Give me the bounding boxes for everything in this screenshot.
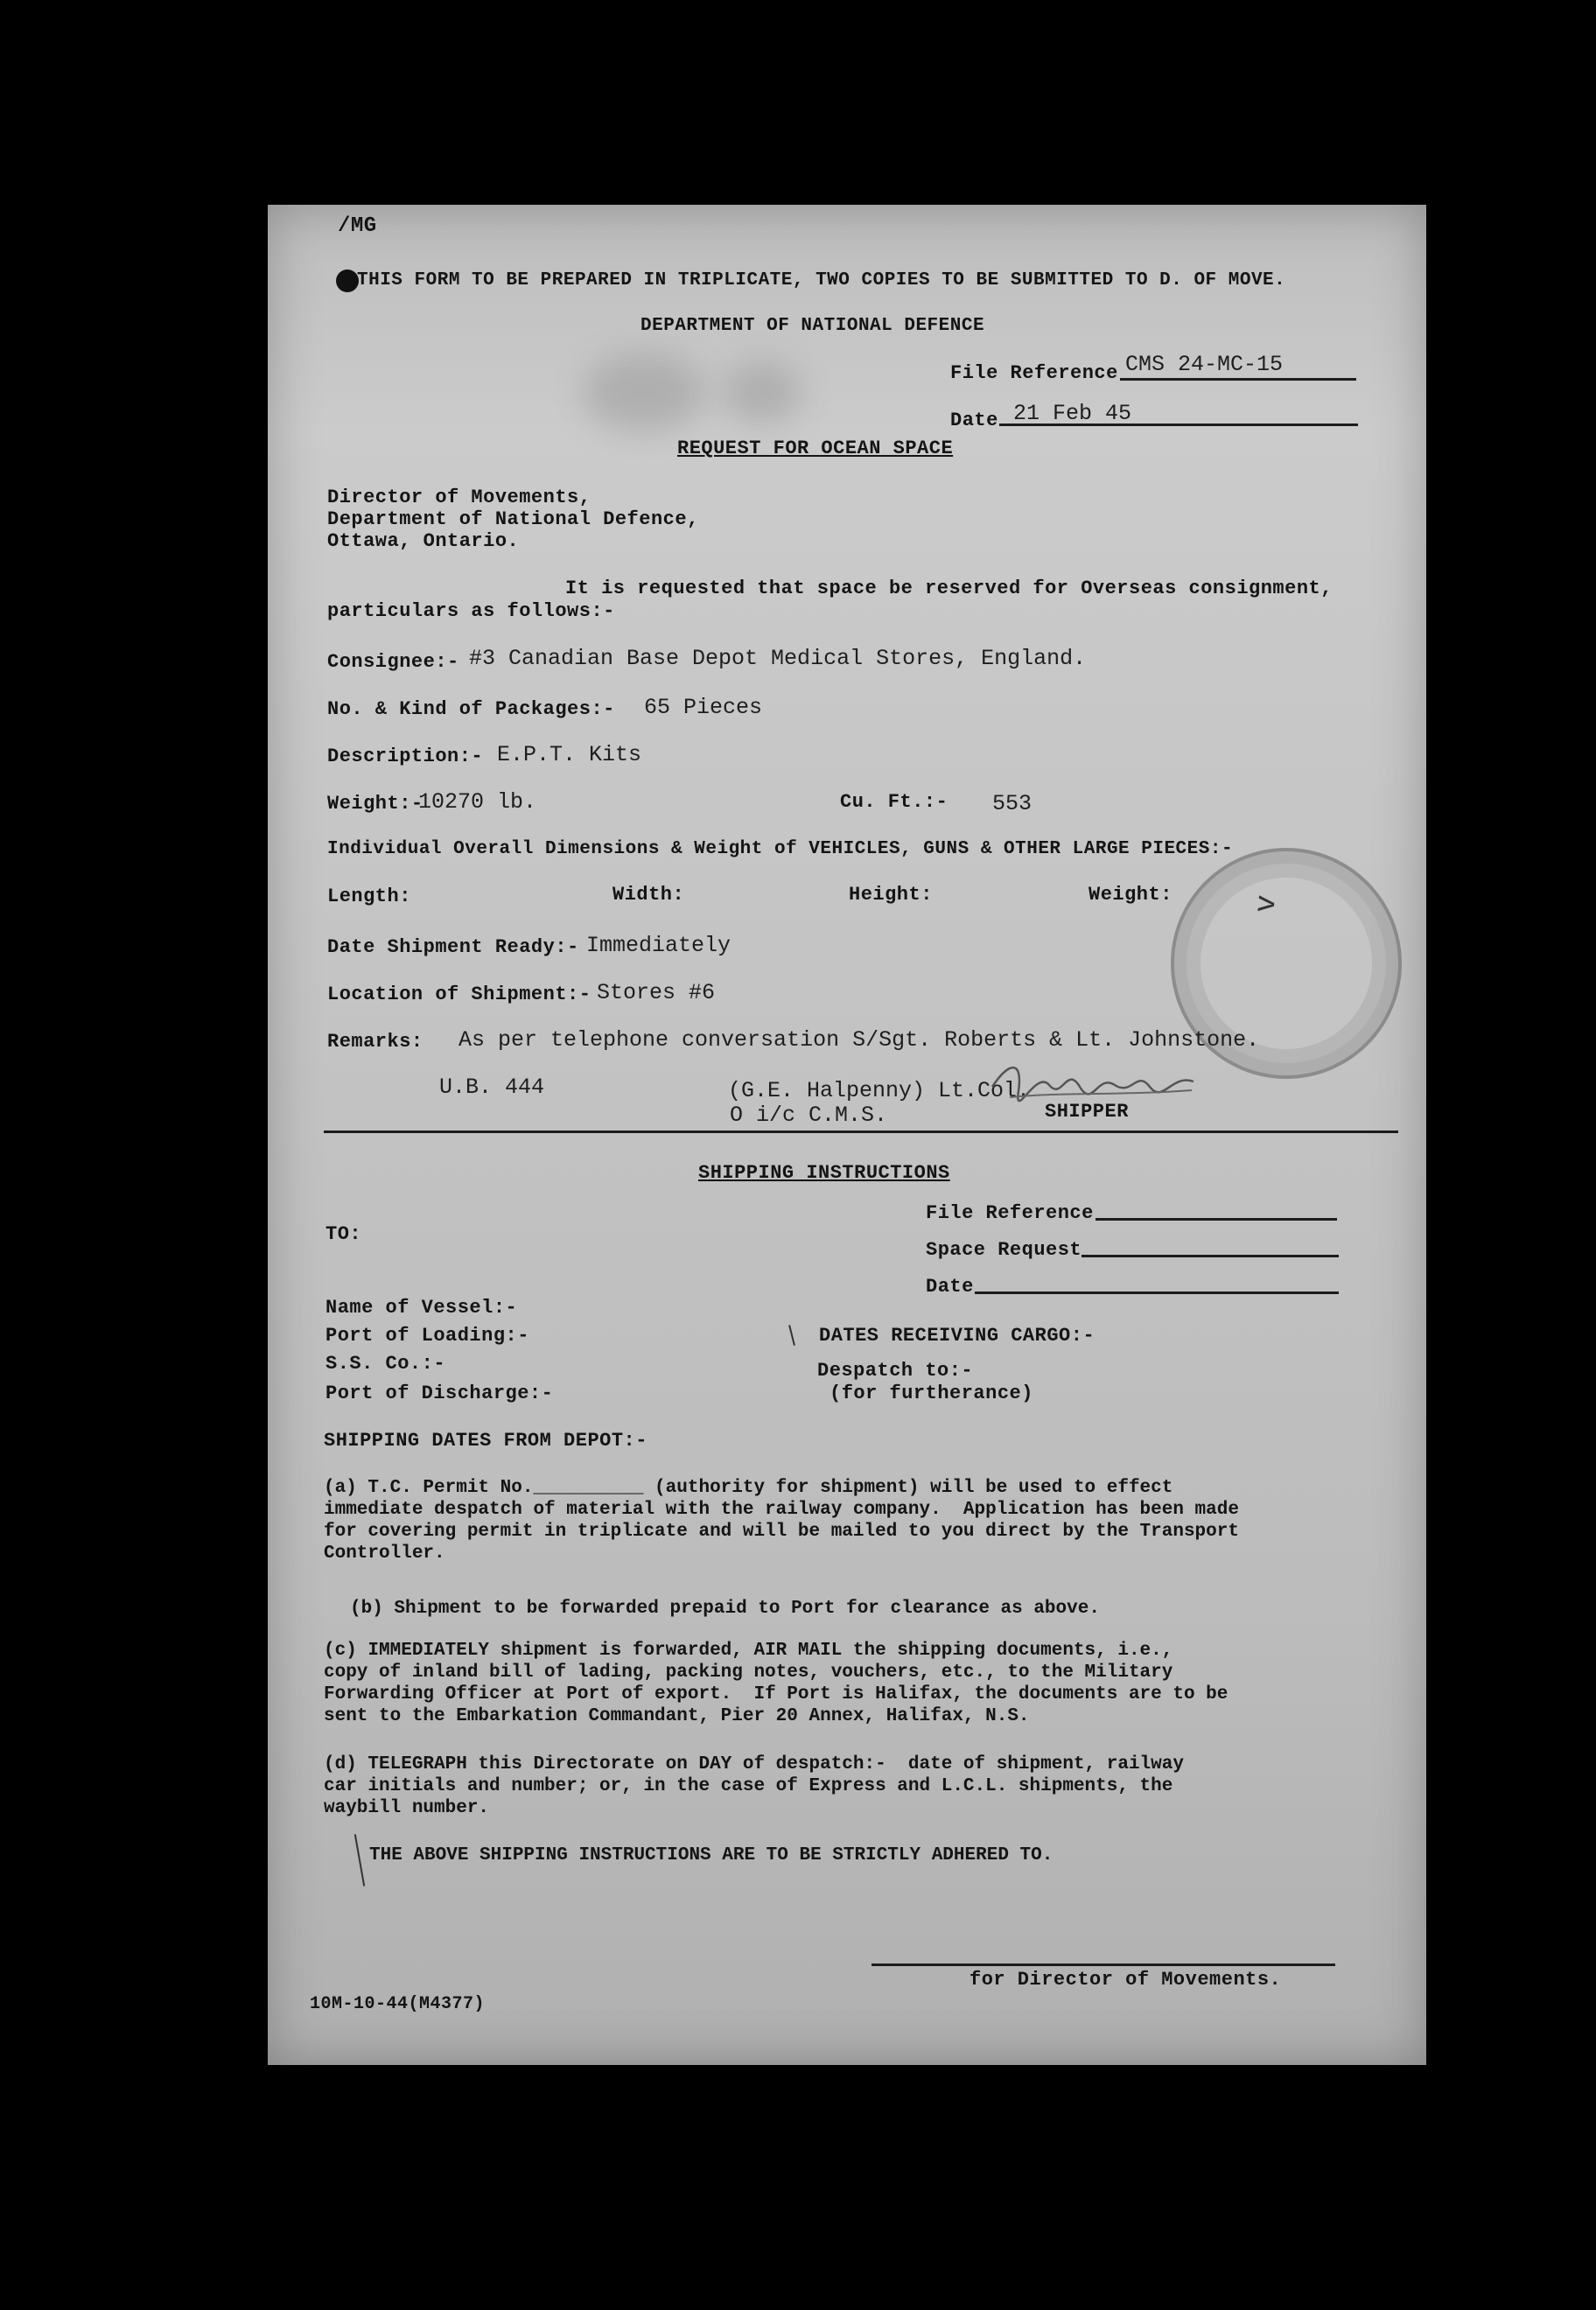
weight2-label: Weight: bbox=[1088, 884, 1172, 906]
form-title: REQUEST FOR OCEAN SPACE bbox=[677, 438, 954, 459]
file-reference-line bbox=[1120, 378, 1356, 381]
instruction-final: THE ABOVE SHIPPING INSTRUCTIONS ARE TO BE STRICTLY ADHERED TO. bbox=[369, 1845, 1054, 1866]
file-reference-label: File Reference bbox=[950, 362, 1118, 384]
vessel-label: Name of Vessel:- bbox=[326, 1297, 518, 1319]
form-number: 10M-10-44(M4377) bbox=[310, 1994, 486, 2014]
to-label: TO: bbox=[326, 1223, 362, 1245]
form-notice: THIS FORM TO BE PREPARED IN TRIPLICATE, TWO COPIES TO BE SUBMITTED TO D. OF MOVE. bbox=[357, 270, 1286, 290]
department-heading: DEPARTMENT OF NATIONAL DEFENCE bbox=[640, 316, 985, 336]
despatch-label: Despatch to:- bbox=[817, 1360, 974, 1382]
ship-date-line bbox=[975, 1292, 1339, 1294]
weight-label: Weight:- bbox=[327, 793, 424, 815]
remarks-label: Remarks: bbox=[327, 1031, 424, 1053]
handwritten-signature bbox=[984, 1052, 1202, 1113]
length-label: Length: bbox=[327, 886, 411, 907]
intro-line-2: particulars as follows:- bbox=[327, 600, 615, 622]
date-value: 21 Feb 45 bbox=[1013, 401, 1132, 426]
packages-label: No. & Kind of Packages:- bbox=[327, 698, 615, 720]
signature-line bbox=[872, 1964, 1335, 1966]
space-request-line bbox=[1082, 1255, 1339, 1257]
ink-smudge bbox=[583, 354, 705, 432]
shipping-title: SHIPPING INSTRUCTIONS bbox=[698, 1162, 950, 1184]
ship-file-reference-label: File Reference bbox=[926, 1202, 1094, 1224]
dimensions-label: Individual Overall Dimensions & Weight of VEHICLES, GUNS & OTHER LARGE PIECES:- bbox=[327, 839, 1234, 859]
loading-label: Port of Loading:- bbox=[326, 1325, 529, 1347]
instruction-a: (a) T.C. Permit No.__________ (authority for shipment) will be used to effect immediate despatch of material with the railway company. Application has been made for covering permit in triplicate and will be mailed to you direct by the Transport Controller. bbox=[324, 1478, 1239, 1564]
pencil-bracket bbox=[788, 1325, 795, 1346]
signatory-name: (G.E. Halpenny) Lt.Col. bbox=[728, 1078, 1031, 1103]
ready-label: Date Shipment Ready:- bbox=[327, 936, 579, 958]
date-label: Date bbox=[950, 410, 998, 431]
for-director-label: for Director of Movements. bbox=[970, 1969, 1282, 1991]
instruction-d: (d) TELEGRAPH this Directorate on DAY of despatch:- date of shipment, railway car initials and number; or, in the case of Express and L.C.L. shipments, the waybill number. bbox=[324, 1754, 1184, 1818]
signatory-title: O i/c C.M.S. bbox=[730, 1102, 888, 1128]
section-divider bbox=[324, 1130, 1398, 1133]
pencil-mark: ʌ bbox=[1248, 893, 1284, 914]
location-value: Stores #6 bbox=[597, 980, 716, 1005]
depot-dates-label: SHIPPING DATES FROM DEPOT:- bbox=[324, 1430, 648, 1452]
instruction-b: (b) Shipment to be forwarded prepaid to Port for clearance as above. bbox=[350, 1599, 1100, 1619]
weight-value: 10270 lb. bbox=[418, 789, 537, 815]
ssco-label: S.S. Co.:- bbox=[326, 1353, 446, 1375]
ship-file-reference-line bbox=[1096, 1218, 1337, 1221]
description-value: E.P.T. Kits bbox=[497, 742, 642, 767]
pencil-bracket bbox=[354, 1834, 365, 1886]
form-code: /MG bbox=[338, 214, 377, 238]
location-label: Location of Shipment:- bbox=[327, 984, 592, 1005]
ready-value: Immediately bbox=[586, 933, 732, 958]
intro-line-1: It is requested that space be reserved for Overseas consignment, bbox=[565, 578, 1333, 599]
addressee-line-1: Director of Movements, bbox=[327, 486, 592, 508]
cuft-value: 553 bbox=[992, 791, 1032, 816]
cuft-label: Cu. Ft.:- bbox=[840, 791, 948, 813]
addressee-line-3: Ottawa, Ontario. bbox=[327, 530, 520, 552]
width-label: Width: bbox=[612, 884, 685, 906]
consignee-value: #3 Canadian Base Depot Medical Stores, England. bbox=[469, 646, 1087, 671]
document-page bbox=[268, 205, 1426, 2065]
description-label: Description:- bbox=[327, 746, 484, 767]
height-label: Height: bbox=[849, 884, 933, 906]
shipper-label: SHIPPER bbox=[1045, 1101, 1129, 1123]
consignee-label: Consignee:- bbox=[327, 651, 459, 673]
addressee-line-2: Department of National Defence, bbox=[327, 508, 699, 530]
ub-number: U.B. 444 bbox=[439, 1074, 545, 1100]
remarks-value: As per telephone conversation S/Sgt. Roberts & Lt. Johnstone. bbox=[458, 1027, 1260, 1053]
discharge-label: Port of Discharge:- bbox=[326, 1382, 554, 1404]
dates-cargo-label: DATES RECEIVING CARGO:- bbox=[819, 1325, 1096, 1347]
space-request-label: Space Request bbox=[926, 1239, 1082, 1261]
furtherance-label: (for furtherance) bbox=[830, 1382, 1033, 1404]
instruction-c: (c) IMMEDIATELY shipment is forwarded, AIR MAIL the shipping documents, i.e., copy of inland bill of lading, packing notes, vouchers, etc., to the Military Forwarding Officer at Port of export. If Port is Halifax, the documents are to be sent to the Embarkation Commandant, Pier 20 Annex, Halifax, N.S. bbox=[324, 1641, 1228, 1726]
ink-smudge bbox=[723, 362, 802, 424]
packages-value: 65 Pieces bbox=[644, 695, 763, 720]
ship-date-label: Date bbox=[926, 1276, 974, 1298]
file-reference-value: CMS 24-MC-15 bbox=[1125, 352, 1284, 377]
